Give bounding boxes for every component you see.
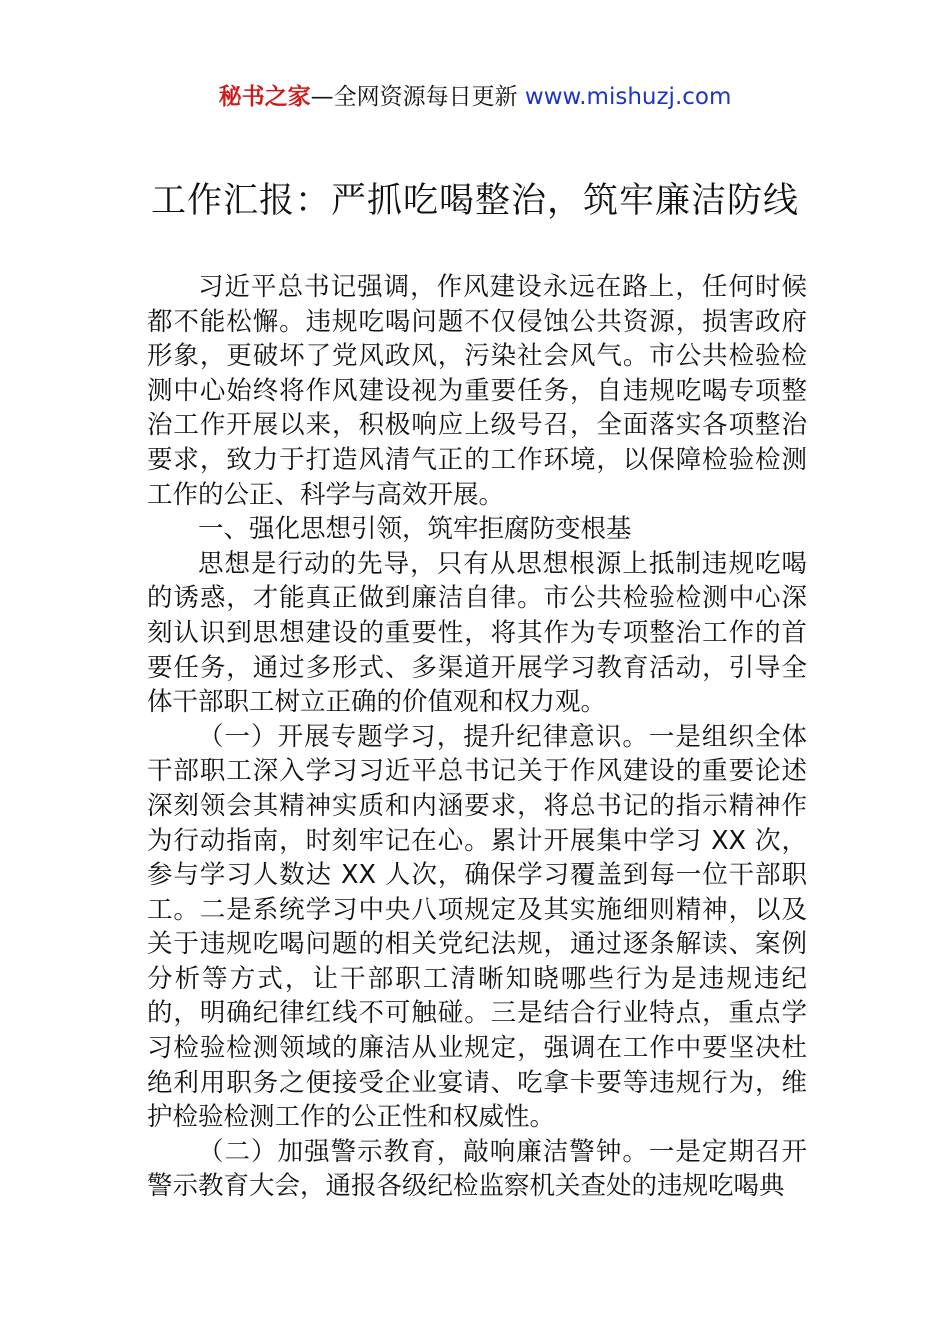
section-heading: 一、强化思想引领，筑牢拒腐防变根基 (198, 514, 632, 545)
intro-paragraph: 习近平总书记强调，作风建设永远在路上，任何时候都不能松懈。违规吃喝问题不仅侵蚀公共资源，损害政府形象，更破坏了党风政风，污染社会风气。市公共检验检测中心始终将作风建设视为重要任务，自违规吃喝专项整治工作开展以来，积极响应上级号召，全面落实各项整治要求，致力于打造风清气正的工作环境，以保障检验检测工作的公正、科学与高效开展。 (147, 272, 807, 510)
subsection-paragraph: （一）开展专题学习，提升纪律意识。一是组织全体干部职工深入学习习近平总书记关于作风建设的重要论述深刻领会其精神实质和内涵要求，将总书记的指示精神作为行动指南，时刻牢记在心。累计开展集中学习 XX 次，参与学习人数达 XX 人次，确保学习覆盖到每一位干部职工。二是系统学习中央八项规定及其实施细则精神，以及关于违规吃喝问题的相关党纪法规，通过逐条解读、案例分析等方式，让干部职工清晰知晓哪些行为是违规违纪的，明确纪律红线不可触碰。三是结合行业特点，重点学习检验检测领域的廉洁从业规定，强调在工作中要坚决杜绝利用职务之便接受企业宴请、吃拿卡要等违规行为，维护检验检测工作的公正性和权威性。 (147, 721, 807, 1133)
document-title: 工作汇报：严抓吃喝整治，筑牢廉洁防线 (150, 181, 799, 221)
brand-name: 秘书之家 (218, 84, 311, 110)
site-header (0, 82, 950, 112)
body-paragraph: 思想是行动的先导，只有从思想根源上抵制违规吃喝的诱惑，才能真正做到廉洁自律。市公共检验检测中心深刻认识到思想建设的重要性，将其作为专项整治工作的首要任务，通过多形式、多渠道开展学习教育活动，引导全体干部职工树立正确的价值观和权力观。 (147, 548, 807, 718)
header-slogan: —全网资源每日更新 (310, 84, 518, 110)
document-body (147, 270, 807, 1204)
subsection-paragraph: （二）加强警示教育，敲响廉洁警钟。一是定期召开警示教育大会，通报各级纪检监察机关查处的违规吃喝典 (147, 1136, 807, 1202)
site-url-link[interactable]: www.mishuzj.com (524, 84, 732, 110)
